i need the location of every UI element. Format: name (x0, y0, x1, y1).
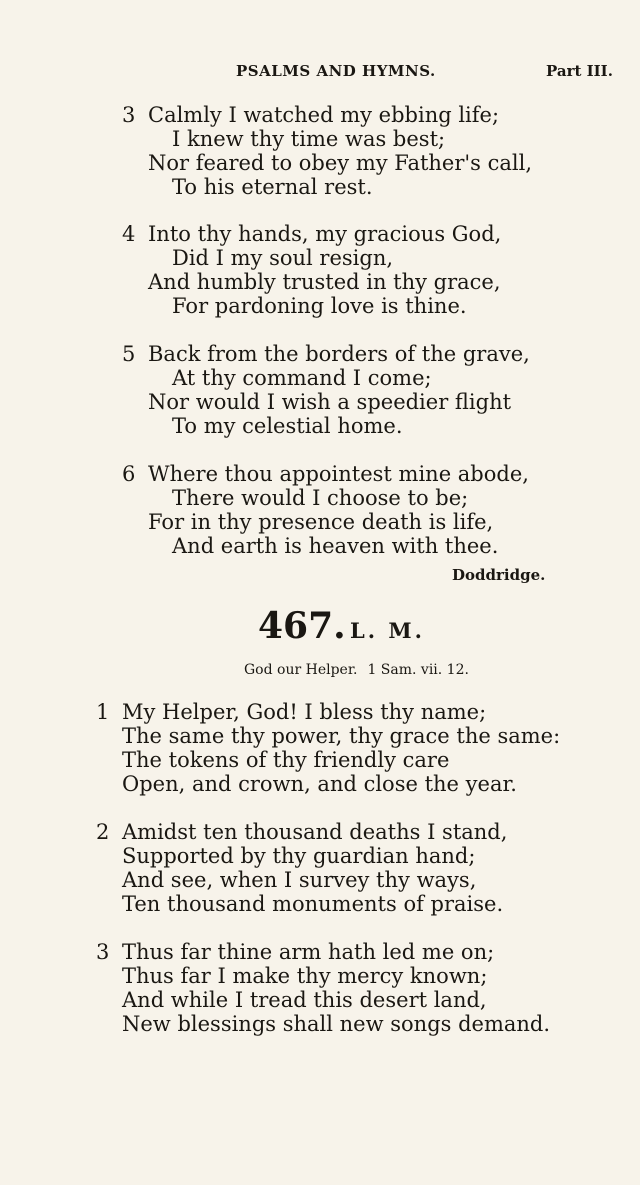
verse-line: Nor feared to obey my Father's call, (148, 151, 533, 175)
verse-line: And while I tread this desert land, (122, 988, 487, 1012)
stanza-4 (122, 222, 501, 318)
stanza-number: 5 (122, 342, 136, 366)
verse-line: Amidst ten thousand deaths I stand, (122, 820, 508, 844)
running-header-title: PSALMS AND HYMNS. (236, 62, 436, 80)
stanza-6 (122, 462, 529, 558)
verse-line: Nor would I wish a speedier flight (148, 390, 512, 414)
stanza-number: 6 (122, 462, 136, 486)
verse-line: To my celestial home. (172, 414, 403, 438)
verse-line: For in thy presence death is life, (148, 510, 494, 534)
verse-line: For pardoning love is thine. (172, 294, 467, 318)
verse-line: Back from the borders of the grave, (148, 342, 530, 366)
scripture-reference: 1 Sam. vii. 12. (367, 662, 469, 678)
hymn-467-stanza-3 (96, 940, 550, 1036)
verse-line: And humbly trusted in thy grace, (148, 270, 501, 294)
verse-line: My Helper, God! I bless thy name; (122, 700, 487, 724)
verse-line: Open, and crown, and close the year. (122, 772, 517, 796)
stanza-number: 4 (122, 222, 136, 246)
stanza-3 (122, 103, 532, 199)
author-attribution: Doddridge. (452, 566, 546, 584)
hymn-subtitle (244, 662, 469, 678)
hymn-subtitle-text: God our Helper. (244, 662, 358, 678)
verse-line: At thy command I come; (172, 366, 432, 390)
verse-line: Into thy hands, my gracious God, (148, 222, 502, 246)
hymn-number: 467. (258, 605, 346, 647)
verse-line: Did I my soul resign, (172, 246, 394, 270)
verse-line: Ten thousand monuments of praise. (122, 892, 504, 916)
stanza-number: 2 (96, 820, 110, 844)
verse-line: I knew thy time was best; (172, 127, 446, 151)
stanza-number: 3 (122, 103, 136, 127)
verse-line: There would I choose to be; (172, 486, 469, 510)
verse-line: Thus far I make thy mercy known; (122, 964, 488, 988)
verse-line: New blessings shall new songs demand. (122, 1012, 551, 1036)
stanza-5 (122, 342, 530, 438)
verse-line: Thus far thine arm hath led me on; (122, 940, 495, 964)
verse-line: And see, when I survey thy ways, (122, 868, 477, 892)
verse-line: The same thy power, thy grace the same: (122, 724, 561, 748)
stanza-number: 1 (96, 700, 110, 724)
hymn-meter: L. M. (350, 618, 425, 643)
stanza-number: 3 (96, 940, 110, 964)
hymn-467-stanza-2 (96, 820, 507, 916)
verse-line: To his eternal rest. (172, 175, 373, 199)
verse-line: The tokens of thy friendly care (122, 748, 450, 772)
hymn-467-stanza-1 (96, 700, 560, 796)
verse-line: Supported by thy guardian hand; (122, 844, 476, 868)
verse-line: Calmly I watched my ebbing life; (148, 103, 500, 127)
running-header-part: Part III. (546, 62, 613, 80)
verse-line: And earth is heaven with thee. (172, 534, 499, 558)
verse-line: Where thou appointest mine abode, (148, 462, 529, 486)
